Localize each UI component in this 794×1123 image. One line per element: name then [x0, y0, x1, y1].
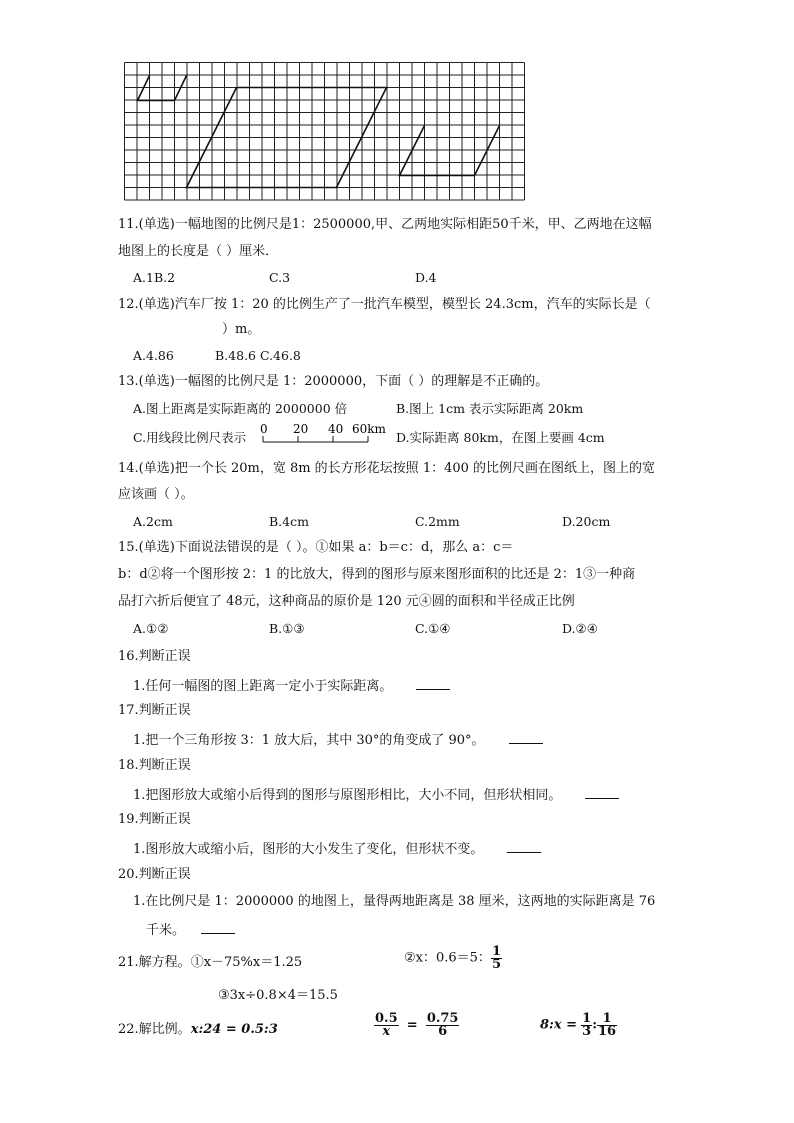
- q18-item: 1.把图形放大或缩小后得到的图形与原图形相比，大小不同，但形状相同。: [133, 786, 619, 804]
- scale-label-0: 0: [260, 422, 268, 436]
- q15-option-c: C.①④: [415, 621, 451, 636]
- q17-title: 17.判断正误: [118, 703, 191, 718]
- q14-option-c: C.2mm: [415, 514, 460, 529]
- q15-line3: 品打六折后便宜了 48元，这种商品的原价是 120 元④圆的面积和半径成正比例: [118, 594, 575, 609]
- q18-title: 18.判断正误: [118, 758, 191, 773]
- q19-answer-blank[interactable]: [507, 840, 541, 853]
- q13-option-c: C.用线段比例尺表示: [133, 430, 247, 445]
- scale-label-20: 20: [293, 422, 309, 436]
- q14-option-a: A.2cm: [133, 514, 173, 529]
- q22-line1: 22.解比例。x:24 = 0.5:3: [118, 1022, 278, 1037]
- q14-line2: 应该画（ ）。: [118, 487, 194, 502]
- q13-option-a: A.图上距离是实际距离的 2000000 倍: [133, 401, 348, 416]
- shapes: [138, 76, 500, 188]
- q20-item-line2: 千米。: [146, 921, 235, 939]
- q11-option-d: D.4: [415, 270, 437, 285]
- q14-option-d: D.20cm: [562, 514, 611, 529]
- grid-lines: [125, 63, 525, 201]
- q20-answer-blank[interactable]: [201, 921, 235, 934]
- q15-option-a: A.①②: [133, 621, 169, 636]
- q15-option-d: D.②④: [562, 621, 598, 636]
- q12-option-bc: B.48.6 C.46.8: [215, 348, 301, 363]
- q22-proportion-1: x:24 = 0.5:3: [190, 1022, 278, 1037]
- q16-item: 1.任何一幅图的图上距离一定小于实际距离。: [133, 677, 450, 695]
- q14-option-b: B.4cm: [269, 514, 309, 529]
- q22-proportion-2: $\frac{0.5}{x}$ = $\frac{0.75}{6}$: [375, 1011, 459, 1039]
- q12-line1: 12.(单选)汽车厂按 1：20 的比例生产了一批汽车模型，模型长 24.3cm，汽车的实际长是（: [118, 297, 651, 312]
- q13-option-b: B.图上 1cm 表示实际距离 20km: [396, 401, 584, 416]
- q11-line1: 11.(单选)一幅地图的比例尺是1：2500000,甲、乙两地实际相距50千米，甲、乙两地在这幅: [118, 217, 652, 232]
- line-segment-scale: [260, 422, 392, 446]
- q18-answer-blank[interactable]: [585, 786, 619, 799]
- q13-option-d: D.实际距离 80km，在图上要画 4cm: [396, 430, 605, 445]
- q19-item: 1.图形放大或缩小后，图形的大小发生了变化，但形状不变。: [133, 840, 541, 858]
- q17-item: 1.把一个三角形按 3：1 放大后，其中 30°的角变成了 90°。: [133, 731, 543, 749]
- scale-label-60km: 60km: [352, 422, 386, 436]
- q15-line2: b：d②将一个图形按 2：1 的比放大，得到的图形与原来图形面积的比还是 2：1③一种商: [118, 567, 636, 582]
- q12-line2: ）m。: [222, 322, 261, 337]
- q15-line1: 15.(单选)下面说法错误的是（ ）。①如果 a：b＝c：d，那么 a：c＝: [118, 540, 514, 555]
- q20-title: 20.判断正误: [118, 867, 191, 882]
- q20-item-line1: 1.在比例尺是 1：2000000 的地图上，量得两地距离是 38 厘米，这两地的实际距离是 76: [133, 894, 656, 909]
- q11-line2: 地图上的长度是（ ）厘米．: [118, 244, 279, 259]
- q12-option-a: A.4.86: [133, 348, 174, 363]
- grid-figure: [124, 62, 526, 202]
- q21-line1: 21.解方程。①x－75%x＝1.25: [118, 955, 303, 970]
- q16-title: 16.判断正误: [118, 649, 191, 664]
- q11-option-c: C.3: [269, 270, 291, 285]
- q11-option-a: A.1B.2: [133, 270, 176, 285]
- q14-line1: 14.(单选)把一个长 20m，宽 8m 的长方形花坛按照 1：400 的比例尺画在图纸上，图上的宽: [118, 461, 656, 476]
- q22-proportion-3: 8:x = $\frac{1}{3}$ : $\frac{1}{16}$: [540, 1011, 617, 1039]
- q15-option-b: B.①③: [269, 621, 305, 636]
- q16-answer-blank[interactable]: [416, 677, 450, 690]
- q17-answer-blank[interactable]: [509, 731, 543, 744]
- q21-equation-3: ③3x÷0.8×4＝15.5: [218, 988, 338, 1003]
- q21-equation-1: ①x－75%x＝1.25: [190, 955, 303, 970]
- q19-title: 19.判断正误: [118, 812, 191, 827]
- q21-equation-2: ②x：0.6＝5： $\frac{1}{5}$: [404, 944, 501, 972]
- q13-line1: 13.(单选)一幅图的比例尺是 1：2000000，下面（ ）的理解是不正确的。: [118, 374, 549, 389]
- scale-label-40: 40: [328, 422, 344, 436]
